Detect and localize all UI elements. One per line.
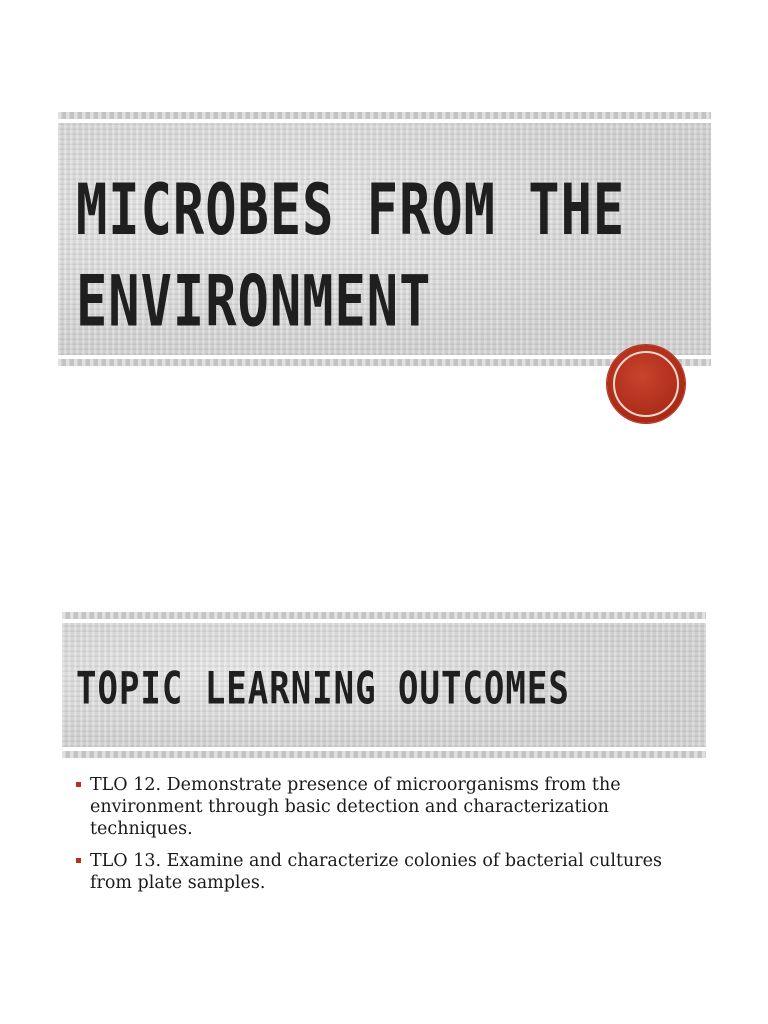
circle-badge-icon — [607, 345, 685, 423]
list-item — [76, 774, 696, 840]
badge-ring — [613, 351, 679, 417]
bullet-square-icon — [76, 782, 81, 787]
title-banner — [58, 123, 711, 355]
list-item — [76, 850, 696, 894]
list-item-text: TLO 12. Demonstrate presence of microorganisms from the environment through basic detection and characterization techniques. — [90, 775, 621, 839]
list-item-text: TLO 13. Examine and characterize colonies of bacterial cultures from plate samples. — [90, 851, 662, 893]
outcomes-list — [76, 774, 696, 904]
title-line-2: ENVIRONMENT — [76, 262, 432, 344]
title-line-1: MICROBES FROM THE — [76, 170, 626, 252]
outcomes-title: TOPIC LEARNING OUTCOMES — [76, 663, 570, 715]
slide-title — [76, 165, 625, 349]
outcomes-slide — [0, 512, 768, 1024]
bullet-square-icon — [76, 858, 81, 863]
outcomes-banner — [62, 623, 706, 747]
